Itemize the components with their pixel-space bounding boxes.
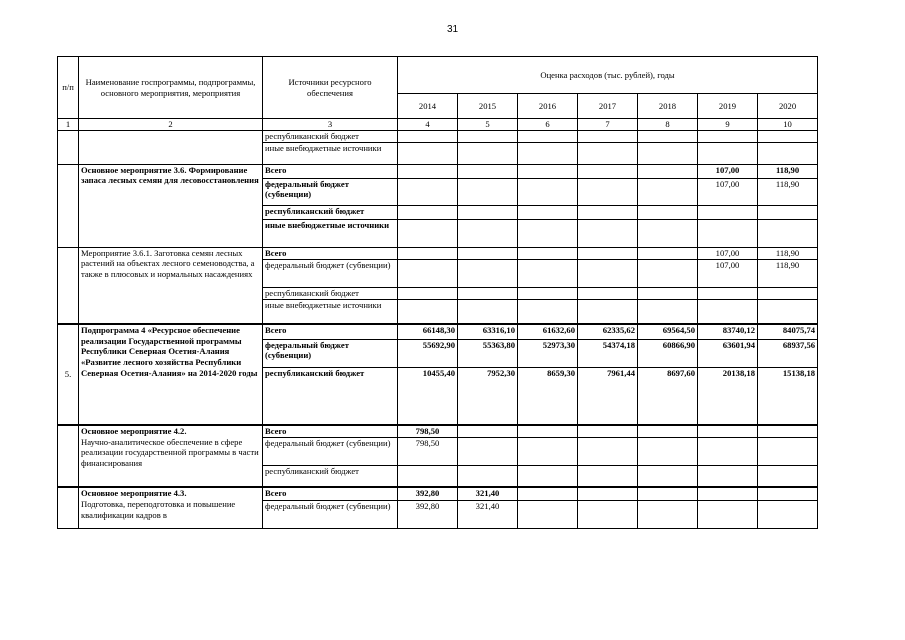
header-name: Наименование госпрограммы, подпрограммы, основного мероприятия, мероприятия	[79, 57, 263, 119]
source-cell: иные внебюджетные источники	[263, 299, 398, 324]
value-cell: 7952,30	[458, 367, 518, 425]
value-cell: 63316,10	[458, 324, 518, 339]
value-cell: 7961,44	[578, 367, 638, 425]
source-cell: федеральный бюджет (субвенции)	[263, 259, 398, 287]
col-number: 4	[398, 119, 458, 131]
source-cell: федеральный бюджет (субвенции)	[263, 500, 398, 528]
column-number-row	[58, 119, 818, 131]
activity-4-2-name	[79, 425, 263, 487]
activity-4-3-title: Основное мероприятие 4.3.	[81, 488, 187, 499]
value-cell: 798,50	[398, 425, 458, 437]
page-number: 31	[446, 24, 459, 35]
table-row	[58, 247, 818, 259]
source-cell: федеральный бюджет (субвенции)	[263, 339, 398, 367]
value-cell: 84075,74	[758, 324, 818, 339]
source-cell: федеральный бюджет (субвенции)	[263, 437, 398, 465]
source-cell: Всего	[263, 247, 398, 259]
col-number: 10	[758, 119, 818, 131]
header-pp: п/п	[58, 57, 79, 119]
value-cell: 321,40	[458, 487, 518, 500]
year-2019: 2019	[698, 94, 758, 119]
value-cell: 55363,80	[458, 339, 518, 367]
source-cell: Всего	[263, 324, 398, 339]
value-cell: 107,00	[698, 247, 758, 259]
source-cell: Всего	[263, 164, 398, 178]
value-cell: 54374,18	[578, 339, 638, 367]
value-cell: 61632,60	[518, 324, 578, 339]
value-cell: 321,40	[458, 500, 518, 528]
value-cell: 60866,90	[638, 339, 698, 367]
year-2020: 2020	[758, 94, 818, 119]
activity-4-3-desc: Подготовка, переподготовка и повышение квалификации кадров в	[81, 498, 236, 520]
activity-4-3-name	[79, 487, 263, 528]
value-cell: 15138,18	[758, 367, 818, 425]
table-row	[58, 164, 818, 178]
source-cell: Всего	[263, 487, 398, 500]
value-cell: 107,00	[698, 178, 758, 205]
col-number: 2	[79, 119, 263, 131]
value-cell: 107,00	[698, 164, 758, 178]
value-cell: 118,90	[758, 164, 818, 178]
value-cell: 118,90	[758, 178, 818, 205]
table-row	[58, 425, 818, 437]
value-cell: 118,90	[758, 247, 818, 259]
value-cell: 10455,40	[398, 367, 458, 425]
value-cell: 118,90	[758, 259, 818, 287]
value-cell: 107,00	[698, 259, 758, 287]
value-cell: 69564,50	[638, 324, 698, 339]
value-cell: 55692,90	[398, 339, 458, 367]
activity-4-2-desc: Научно-аналитическое обеспечение в сфере реализации государственной программы в части финансирования	[81, 436, 259, 469]
col-number: 9	[698, 119, 758, 131]
source-cell: республиканский бюджет	[263, 367, 398, 425]
value-cell: 8659,30	[518, 367, 578, 425]
value-cell: 66148,30	[398, 324, 458, 339]
header-source: Источники ресурсного обеспечения	[263, 57, 398, 119]
source-cell: республиканский бюджет	[263, 287, 398, 299]
year-2017: 2017	[578, 94, 638, 119]
value-cell: 392,80	[398, 487, 458, 500]
source-cell: федеральный бюджет (субвенции)	[263, 178, 398, 205]
source-cell: иные внебюджетные источники	[263, 219, 398, 247]
value-cell: 392,80	[398, 500, 458, 528]
table-row	[58, 487, 818, 500]
budget-table	[57, 56, 818, 529]
col-number: 5	[458, 119, 518, 131]
source-cell: республиканский бюджет	[263, 205, 398, 219]
source-cell: республиканский бюджет	[263, 131, 398, 143]
activity-3-6-1-name: Мероприятие 3.6.1. Заготовка семян лесных растений на объектах лесного семеноводства, а также в плюсовых и нормальных насаждениях	[79, 247, 263, 324]
year-2014: 2014	[398, 94, 458, 119]
col-number: 6	[518, 119, 578, 131]
col-number: 1	[58, 119, 79, 131]
source-cell: республиканский бюджет	[263, 465, 398, 487]
value-cell: 798,50	[398, 437, 458, 465]
col-number: 8	[638, 119, 698, 131]
value-cell: 63601,94	[698, 339, 758, 367]
subprogram-4-name: Подпрограмма 4 «Ресурсное обеспечение реализации Государственной программы Республики Северная Осетия-Алания «Развитие лесного хозяйства Республики Северная Осетия-Алания» на 2014-2020 годы	[79, 324, 263, 425]
table-row	[58, 131, 818, 143]
value-cell: 68937,56	[758, 339, 818, 367]
source-cell: иные внебюджетные источники	[263, 142, 398, 164]
col-number: 7	[578, 119, 638, 131]
year-2015: 2015	[458, 94, 518, 119]
row-number: 5.	[58, 324, 79, 425]
activity-3-6-name: Основное мероприятие 3.6. Формирование запаса лесных семян для лесовосстановления	[79, 164, 263, 247]
source-cell: Всего	[263, 425, 398, 437]
year-2018: 2018	[638, 94, 698, 119]
year-2016: 2016	[518, 94, 578, 119]
header-row	[58, 57, 818, 94]
activity-4-2-title: Основное мероприятие 4.2.	[81, 426, 187, 437]
value-cell: 8697,60	[638, 367, 698, 425]
table-row	[58, 324, 818, 339]
value-cell: 20138,18	[698, 367, 758, 425]
value-cell: 83740,12	[698, 324, 758, 339]
value-cell: 62335,62	[578, 324, 638, 339]
header-estimate: Оценка расходов (тыс. рублей), годы	[398, 57, 818, 94]
col-number: 3	[263, 119, 398, 131]
value-cell: 52973,30	[518, 339, 578, 367]
